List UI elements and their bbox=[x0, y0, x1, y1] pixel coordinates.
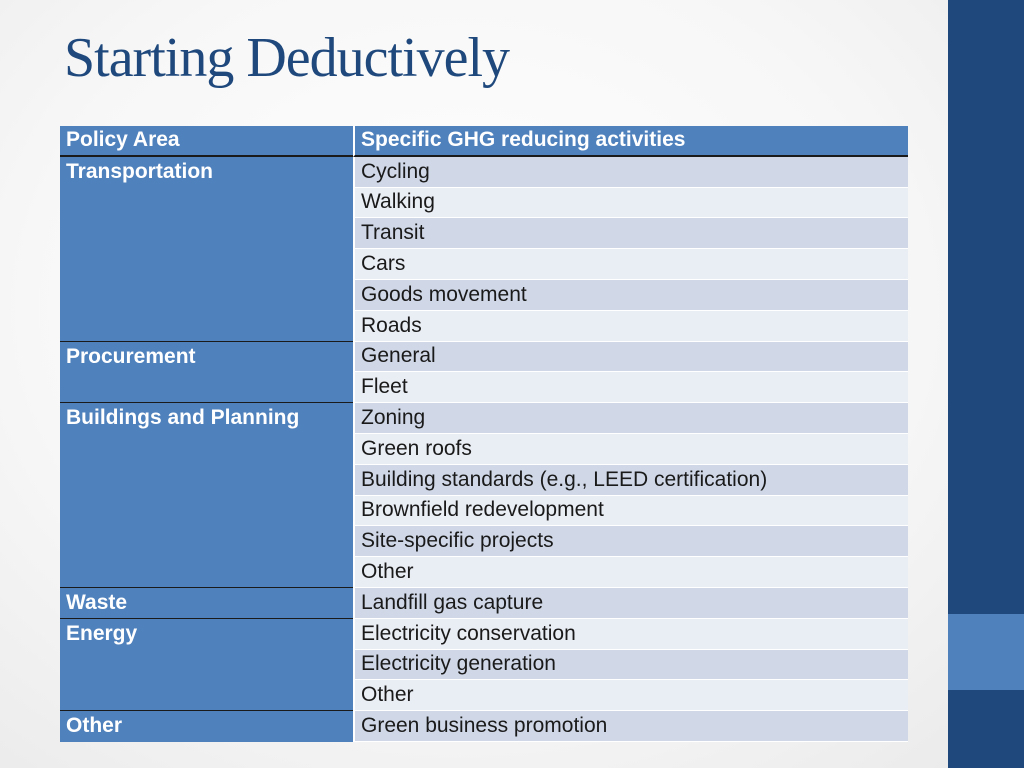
activity-cell: Landfill gas capture bbox=[353, 588, 908, 619]
activity-cell: Goods movement bbox=[353, 280, 908, 311]
activity-cell: Cars bbox=[353, 249, 908, 280]
activity-cell: Other bbox=[353, 557, 908, 588]
activity-cell: Site-specific projects bbox=[353, 526, 908, 557]
activity-cell: Building standards (e.g., LEED certification) bbox=[353, 465, 908, 496]
activity-cell: Electricity generation bbox=[353, 650, 908, 681]
activity-cell: Electricity conservation bbox=[353, 619, 908, 650]
activity-cell: Fleet bbox=[353, 372, 908, 403]
slide-title: Starting Deductively bbox=[64, 27, 510, 89]
policy-area-cell: Transportation bbox=[60, 157, 353, 342]
policy-area-cell: Other bbox=[60, 711, 353, 742]
policy-area-cell: Waste bbox=[60, 588, 353, 619]
activity-cell: Cycling bbox=[353, 157, 908, 188]
header-policy-area: Policy Area bbox=[60, 126, 353, 157]
activity-cell: Other bbox=[353, 680, 908, 711]
policy-activities-table bbox=[60, 126, 908, 742]
activity-cell: Roads bbox=[353, 311, 908, 342]
policy-area-cell: Energy bbox=[60, 619, 353, 711]
slide-sidebar-accent bbox=[948, 614, 1024, 690]
policy-area-cell: Buildings and Planning bbox=[60, 403, 353, 588]
activity-cell: Green business promotion bbox=[353, 711, 908, 742]
activity-cell: General bbox=[353, 342, 908, 373]
activity-cell: Green roofs bbox=[353, 434, 908, 465]
header-activities: Specific GHG reducing activities bbox=[353, 126, 908, 157]
activity-cell: Brownfield redevelopment bbox=[353, 496, 908, 527]
activity-cell: Transit bbox=[353, 218, 908, 249]
activity-cell: Walking bbox=[353, 188, 908, 219]
activity-cell: Zoning bbox=[353, 403, 908, 434]
policy-area-cell: Procurement bbox=[60, 342, 353, 404]
